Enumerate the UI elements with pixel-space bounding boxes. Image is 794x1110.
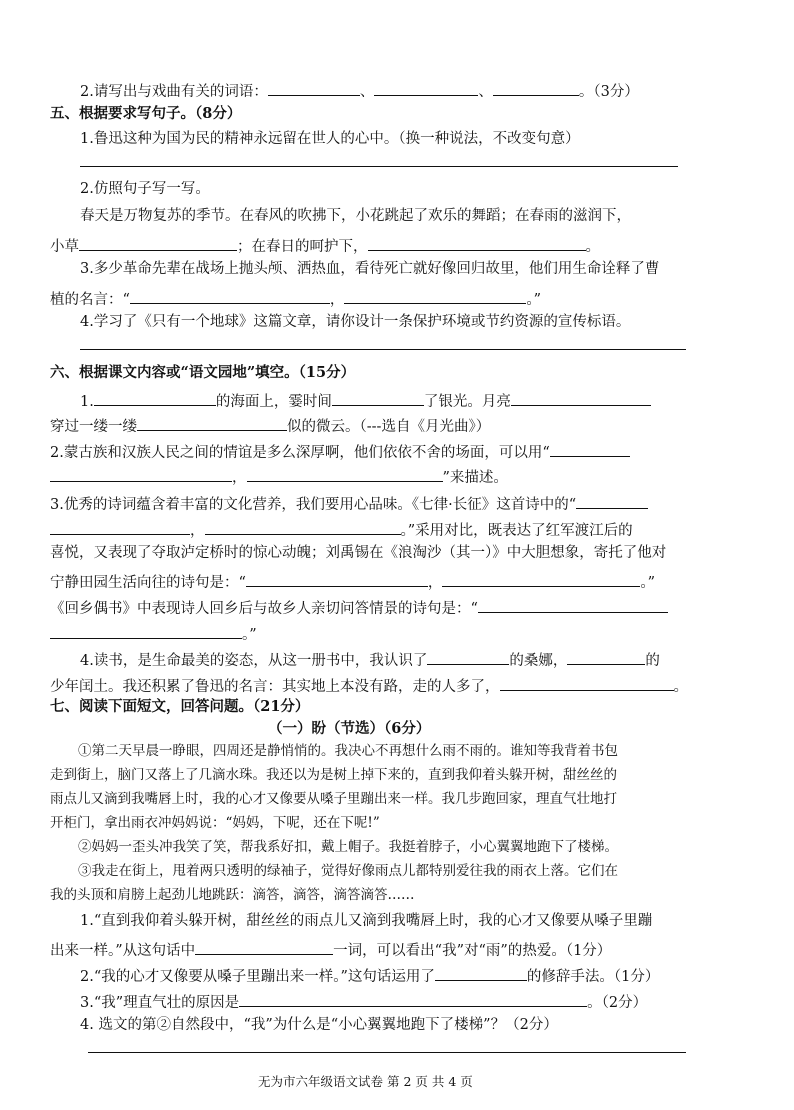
s6-q2 bbox=[50, 442, 630, 461]
score: 。（3分） bbox=[578, 84, 639, 100]
passage-p1-l1: ①第二天早晨一睁眼，四周还是静悄悄的。我决心不再想什么雨不雨的。谁知等我背着书包 bbox=[78, 743, 618, 759]
text: 。 bbox=[585, 239, 600, 255]
passage-p3-l2: 我的头顶和肩膀上起劲儿地跳跃：滴答，滴答，滴答滴答…… bbox=[50, 887, 415, 903]
q3 bbox=[80, 992, 647, 1011]
text: 的桑娜， bbox=[509, 653, 568, 669]
sep: 、 bbox=[359, 84, 375, 100]
answer-blank[interactable] bbox=[246, 572, 428, 587]
text: ”来描述。 bbox=[442, 470, 508, 486]
answer-blank[interactable] bbox=[137, 416, 287, 431]
answer-blank[interactable] bbox=[50, 467, 232, 482]
answer-blank[interactable] bbox=[344, 289, 526, 304]
answer-blank[interactable] bbox=[442, 572, 640, 587]
text: 出来一样。”从这句话中 bbox=[50, 943, 196, 959]
text: 。” bbox=[526, 292, 542, 308]
answer-line[interactable] bbox=[80, 349, 686, 350]
sep: 、 bbox=[478, 84, 493, 100]
section-7-title: 七、阅读下面短文，回答问题。（21分） bbox=[50, 698, 310, 715]
answer-blank[interactable] bbox=[500, 676, 674, 691]
answer-blank[interactable] bbox=[195, 940, 333, 955]
text: ；在春日的呵护下， bbox=[237, 239, 368, 255]
answer-blank[interactable] bbox=[332, 391, 424, 406]
s5-q2: 2.仿照句子写一写。 bbox=[80, 181, 210, 197]
answer-blank[interactable] bbox=[94, 391, 216, 406]
s6-q3-line5 bbox=[50, 598, 668, 617]
text: 3.优秀的诗词蕴含着丰富的文化营养，我们要用心品味。《七律·长征》这首诗中的“ bbox=[50, 497, 577, 513]
text: ， bbox=[190, 523, 205, 539]
answer-line[interactable] bbox=[88, 1052, 686, 1053]
text: 植的名言：“ bbox=[50, 292, 130, 308]
q4: 4. 选文的第②自然段中，“我”为什么是“小心翼翼地跑下了楼梯”？（2分） bbox=[80, 1017, 558, 1033]
s6-q3-cont bbox=[50, 520, 633, 539]
text: 。”采用对比，既表达了红军渡江后的 bbox=[400, 523, 633, 539]
passage-p1-l3: 雨点儿又滴到我嘴唇上时，我的心才又像要从嗓子里蹦出来一样。我几步跑回家，理直气壮地打 bbox=[50, 791, 617, 807]
answer-blank[interactable] bbox=[79, 236, 237, 251]
text: 的海面上，霎时间 bbox=[215, 394, 332, 410]
s6-q2-cont bbox=[50, 467, 508, 486]
q1-l1: 1.“直到我仰着头躲开树，甜丝丝的雨点儿又滴到我嘴唇上时，我的心才又像要从嗓子里蹦 bbox=[80, 913, 653, 929]
text: 的 bbox=[645, 653, 660, 669]
text: 2.“我的心才又像要从嗓子里蹦出来一样。”这句话运用了 bbox=[80, 969, 435, 985]
s5-q2-example: 春天是万物复苏的季节。在春风的吹拂下，小花跳起了欢乐的舞蹈；在春雨的滋润下， bbox=[80, 208, 631, 224]
q1-l2 bbox=[50, 940, 611, 959]
text: ， bbox=[329, 292, 345, 308]
passage-title: （一）盼（节选）（6分） bbox=[268, 720, 431, 737]
text: 3.“我”理直气壮的原因是 bbox=[80, 995, 240, 1011]
s4-q2-text: 2.请写出与戏曲有关的词语： bbox=[80, 84, 268, 100]
passage-p3-l1: ③我走在街上，甩着两只透明的绿袖子，觉得好像雨点儿都特别爱往我的雨衣上落。它们在 bbox=[78, 863, 618, 879]
answer-blank[interactable] bbox=[247, 467, 443, 482]
s6-q3-line3: 喜悦，又表现了夺取泸定桥时的惊心动魄；刘禹锡在《浪淘沙（其一）》中大胆想象，寄托了他对 bbox=[50, 545, 667, 561]
s6-q1 bbox=[80, 391, 651, 410]
s6-q1-cont bbox=[50, 416, 490, 435]
s5-q2-fill bbox=[50, 236, 600, 255]
s6-q3-line6 bbox=[50, 624, 257, 643]
q2 bbox=[80, 966, 659, 985]
answer-blank[interactable] bbox=[268, 81, 360, 96]
text: 的修辞手法。（1分） bbox=[526, 969, 660, 985]
answer-blank[interactable] bbox=[478, 598, 668, 613]
answer-blank[interactable] bbox=[567, 650, 645, 665]
s6-q3 bbox=[50, 494, 648, 513]
answer-blank[interactable] bbox=[205, 520, 401, 535]
text: 少年闰土。我还积累了鲁迅的名言：其实地上本没有路，走的人多了， bbox=[50, 679, 500, 695]
s5-q4: 4.学习了《只有一个地球》这篇文章，请你设计一条保护环境或节约资源的宣传标语。 bbox=[80, 314, 631, 330]
text: ， bbox=[232, 470, 247, 486]
text: 了银光。月亮 bbox=[423, 394, 511, 410]
passage-p1-l2: 走到街上，脑门又落上了几滴水珠。我还以为是树上掉下来的，直到我仰着头躲开树，甜丝丝的 bbox=[50, 767, 617, 783]
page-footer: 无为市六年级语文试卷 第 2 页 共 4 页 bbox=[258, 1074, 473, 1089]
answer-blank[interactable] bbox=[130, 289, 330, 304]
text: 小草 bbox=[50, 239, 79, 255]
text: 1. bbox=[80, 394, 94, 410]
answer-blank[interactable] bbox=[493, 81, 579, 96]
answer-blank[interactable] bbox=[50, 624, 242, 639]
text: 宁静田园生活向往的诗句是：“ bbox=[50, 575, 246, 591]
answer-blank[interactable] bbox=[368, 236, 586, 251]
text: 穿过一缕一缕 bbox=[50, 419, 137, 435]
passage-p2: ②妈妈一歪头冲我笑了笑，帮我系好扣，戴上帽子。我挺着脖子，小心翼翼地跑下了楼梯。 bbox=[78, 839, 618, 855]
text: 。（2分） bbox=[587, 995, 648, 1011]
answer-line[interactable] bbox=[80, 166, 678, 167]
passage-p1-l4: 开柜门，拿出雨衣冲妈妈说：“妈妈，下呢，还在下呢!” bbox=[50, 815, 380, 831]
answer-blank[interactable] bbox=[374, 81, 478, 96]
answer-blank[interactable] bbox=[50, 520, 190, 535]
s5-q3-fill bbox=[50, 289, 541, 308]
text: 4.读书，是生命最美的姿态，从这一册书中，我认识了 bbox=[80, 653, 428, 669]
text: 。” bbox=[640, 575, 656, 591]
s5-q1: 1.鲁迅这种为国为民的精神永远留在世人的心中。（换一种说法，不改变句意） bbox=[80, 131, 580, 147]
text: 似的微云。（---选自《月光曲》） bbox=[287, 419, 491, 435]
answer-blank[interactable] bbox=[511, 391, 651, 406]
text: ， bbox=[427, 575, 443, 591]
s6-q4-cont bbox=[50, 676, 688, 695]
s6-q3-line4 bbox=[50, 572, 655, 591]
text: 。” bbox=[242, 627, 257, 643]
text: 2.蒙古族和汉族人民之间的情谊是多么深厚啊，他们依依不舍的场面，可以用“ bbox=[50, 445, 550, 461]
answer-blank[interactable] bbox=[576, 494, 648, 509]
s5-q3: 3.多少革命先辈在战场上抛头颅、洒热血，看待死亡就好像回归故里，他们用生命诠释了曹 bbox=[80, 261, 660, 277]
s6-q4 bbox=[80, 650, 660, 669]
section-5-title: 五、根据要求写句子。（8分） bbox=[50, 105, 242, 122]
answer-blank[interactable] bbox=[550, 442, 630, 457]
text: 。 bbox=[673, 679, 688, 695]
text: 一词，可以看出“我”对“雨”的热爱。（1分） bbox=[333, 943, 612, 959]
answer-blank[interactable] bbox=[435, 966, 527, 981]
s4-q2-line bbox=[80, 81, 639, 100]
answer-blank[interactable] bbox=[239, 992, 587, 1007]
answer-blank[interactable] bbox=[427, 650, 509, 665]
text: 《回乡偶书》中表现诗人回乡后与故乡人亲切问答情景的诗句是：“ bbox=[50, 601, 478, 617]
section-6-title: 六、根据课文内容或“语文园地”填空。（15分） bbox=[50, 364, 356, 381]
